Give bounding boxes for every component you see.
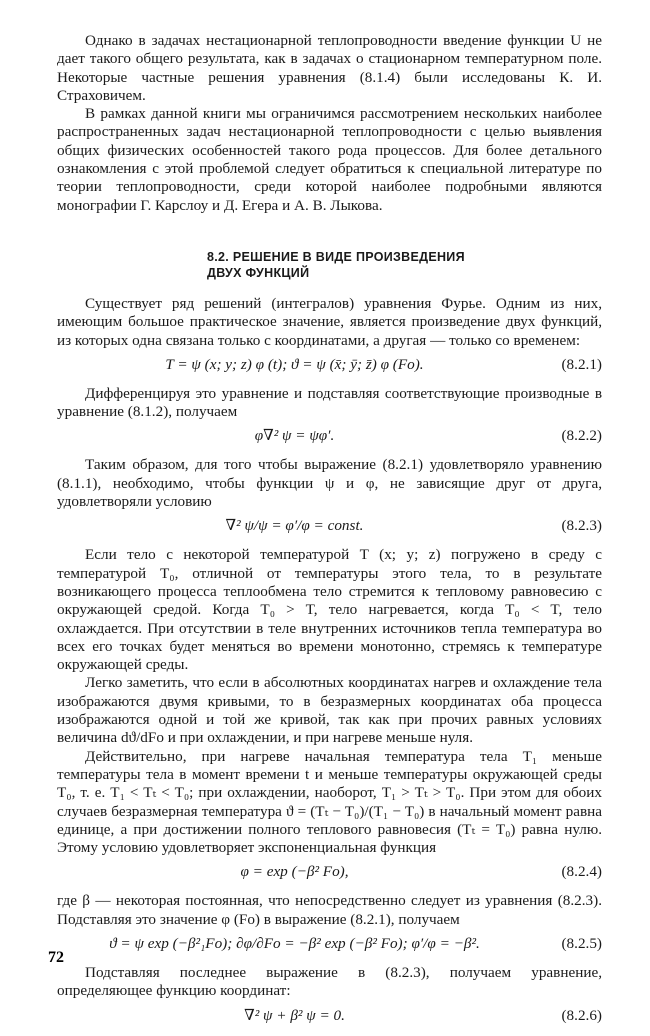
equation xyxy=(57,935,602,957)
equation-number: (8.2.4) xyxy=(561,863,602,881)
page-body xyxy=(57,32,602,1036)
page-number: 72 xyxy=(48,949,64,966)
section-number: 8.2. xyxy=(207,249,230,264)
equation-number: (8.2.2) xyxy=(561,427,602,445)
equation xyxy=(57,863,602,885)
paragraph: Подставляя последнее выражение в (8.2.3), получаем уравнение, определяющее функцию координат: xyxy=(57,963,602,1000)
paragraph: Действительно, при нагреве начальная температура тела T₁ меньше температуры тела в момент времени t и меньше температуры окружающей среды T₀, т. е. T₁ < Tₜ < T₀; при охлаждении, наоборот, T₁ > Tₜ > T₀. При этом для обоих случаев безразмерная температура ϑ = (Tₜ − T₀)/(T₁ − T₀) в начальный момент равна единице, а при достижении полного теплового равновесия (Tₜ = T₀) равна нулю. Этому условию удовлетворяет экспоненциальная функция xyxy=(57,747,602,857)
equation-body: φ∇² ψ = ψφ′. xyxy=(254,427,335,445)
equation-number: (8.2.5) xyxy=(561,934,602,952)
paragraph: где β — некоторая постоянная, что непосредственно следует из уравнения (8.2.3). Подставляя это значение φ (Fo) в выражение (8.2.1), получаем xyxy=(57,892,602,928)
equation-body: ∇² ψ + β² ψ = 0. xyxy=(244,1006,345,1024)
equation xyxy=(57,427,602,449)
equation-body: T = ψ (x; y; z) φ (t); ϑ = ψ (x̄; ȳ; z̄) φ (Fo). xyxy=(165,355,424,373)
equation-number: (8.2.6) xyxy=(561,1006,602,1024)
paragraph: В рамках данной книги мы ограничимся рассмотрением нескольких наиболее распространенных задач нестационарной теплопроводности с целью выявления общих физических особенностей такого рода процессов. Для более детального ознакомления с этой проблемой следует обратиться к специальной литературе по теории теплопроводности, среди которой наиболее подробными являются монографии Г. Карслоу и Д. Егера и А. В. Лыкова. xyxy=(57,105,602,214)
paragraph: Дифференцируя это уравнение и подставляя соответствующие производные в уравнение (8.1.2), получаем xyxy=(57,384,602,421)
paragraph: Если тело с некоторой температурой T (x; y; z) погружено в среду с температурой T₀, отличной от температуры этого тела, то в результате возникающего процесса теплообмена тело стремится к тепловому равновесию с окружающей средой. Когда T₀ > T, тело нагревается, когда T₀ < T, тело охлаждается. При отсутствии в теле внутренних источников тепла температура во всех его точках будет меняться во времени монотонно, стремясь к температуре окружающей среды. xyxy=(57,546,602,674)
equation xyxy=(57,517,602,539)
equation-body: ∇² ψ/ψ = φ′/φ = const. xyxy=(225,517,364,535)
equation xyxy=(57,1007,602,1029)
section-heading xyxy=(207,249,602,281)
equation-number: (8.2.3) xyxy=(561,517,602,535)
section-title-line2: ДВУХ ФУНКЦИЙ xyxy=(207,265,310,280)
paragraph: Легко заметить, что если в абсолютных координатах нагрев и охлаждение тела изображаются двумя кривыми, то в безразмерных координатах оба процесса изображаются одной и той же кривой, так как при прочих равных условиях величина dϑ/dFo и при охлаждении, и при нагреве меньше нуля. xyxy=(57,674,602,747)
section-title-line1: РЕШЕНИЕ В ВИДЕ ПРОИЗВЕДЕНИЯ xyxy=(232,249,465,264)
paragraph: Таким образом, для того чтобы выражение (8.2.1) удовлетворяло уравнению (8.1.1), необходимо, чтобы функции ψ и φ, не зависящие друг от друга, удовлетворяли условию xyxy=(57,456,602,511)
equation-body: ϑ = ψ exp (−β²₁Fo); ∂φ/∂Fo = −β² exp (−β² Fo); φ′/φ = −β². xyxy=(109,934,480,952)
equation-number: (8.2.1) xyxy=(561,355,602,373)
equation xyxy=(57,356,602,378)
equation-body: φ = exp (−β² Fo), xyxy=(240,863,349,881)
paragraph: Однако в задачах нестационарной теплопроводности введение функции U не дает такого общего результата, как в задачах о стационарном температурном поле. Некоторые частные решения уравнения (8.1.4) были исследованы К. И. Страховичем. xyxy=(57,32,602,104)
paragraph: Существует ряд решений (интегралов) уравнения Фурье. Одним из них, имеющим большое практическое значение, является произведение двух функций, из которых одна связана только с координатами, а другая — только со временем: xyxy=(57,294,602,349)
